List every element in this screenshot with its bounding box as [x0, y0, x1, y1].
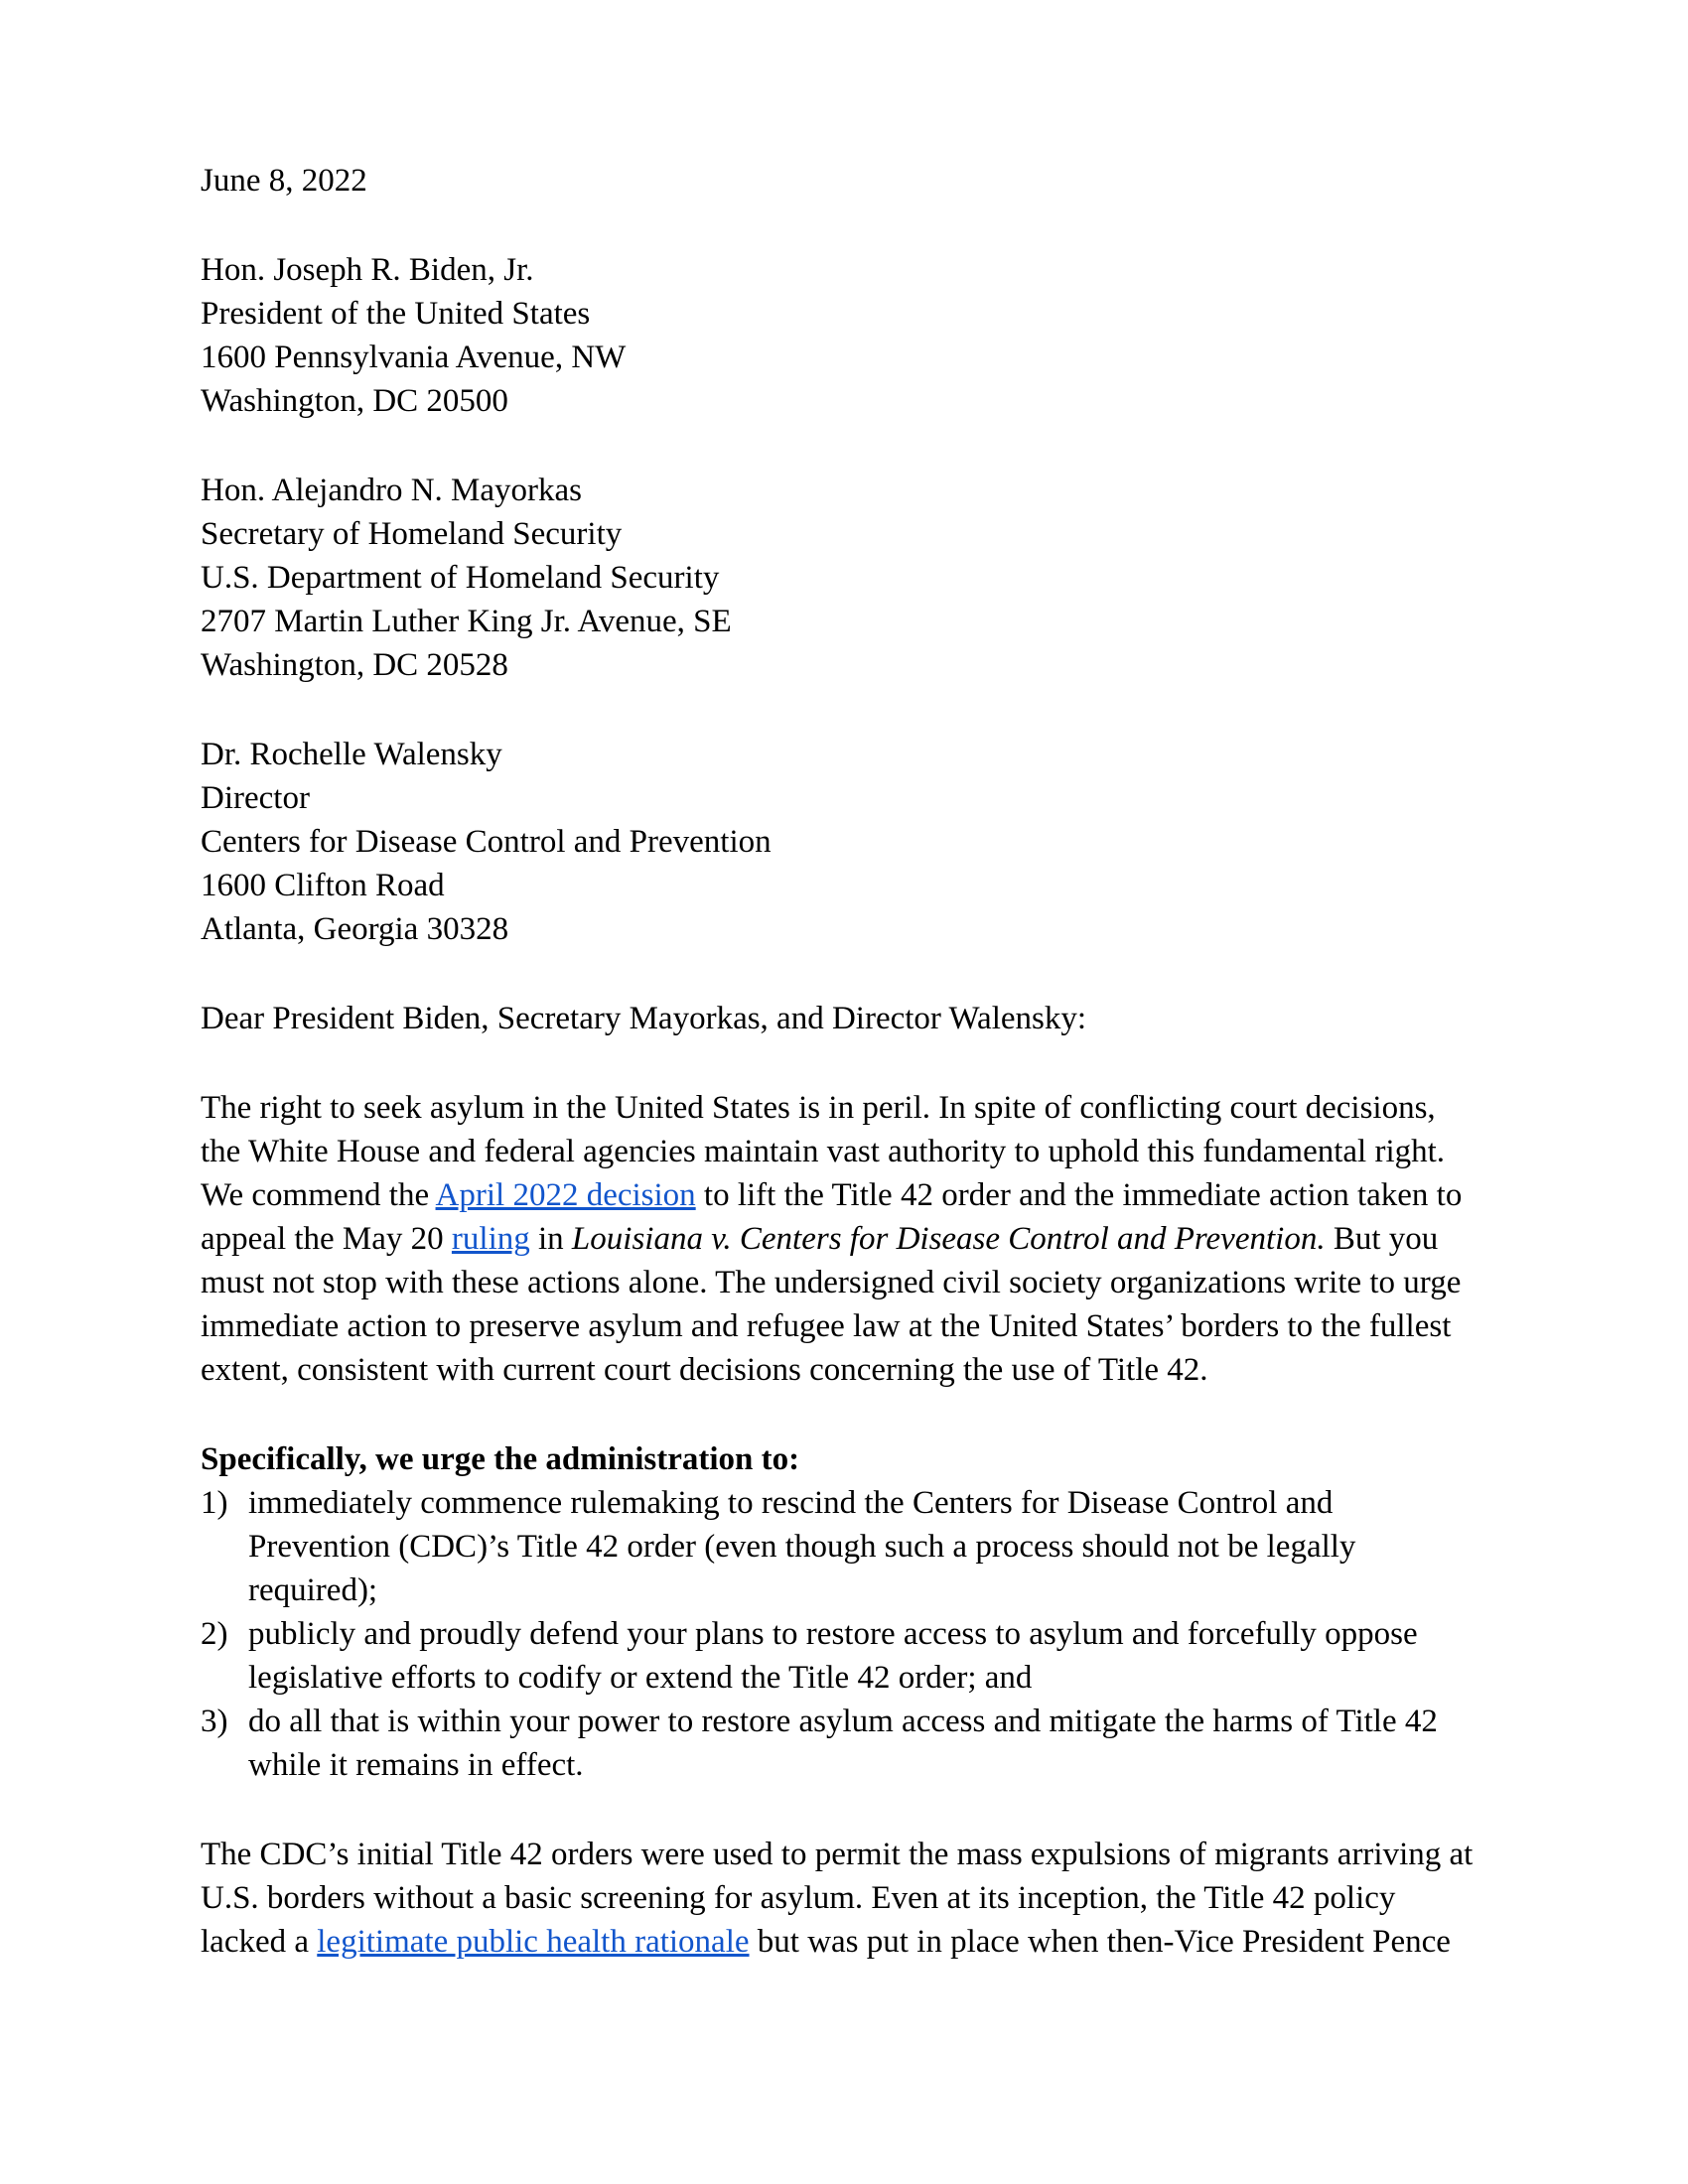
- list-item-text: [248, 1700, 1489, 1787]
- address-line: Director: [201, 780, 310, 816]
- demands-section: [201, 1437, 1489, 1787]
- section-heading: Specifically, we urge the administration to:: [201, 1441, 800, 1477]
- recipient-block-mayorkas: [201, 469, 1489, 687]
- paragraph-text: lacked a: [201, 1924, 318, 1960]
- link-legitimate-public-health-rationale[interactable]: legitimate public health rationale: [317, 1924, 750, 1960]
- link-may-20-ruling[interactable]: ruling: [451, 1221, 530, 1257]
- list-line: legislative efforts to codify or extend the Title 42 order; and: [248, 1660, 1033, 1696]
- list-item-3: [201, 1700, 1489, 1787]
- address-line: Washington, DC 20528: [201, 647, 508, 683]
- list-number: 3): [201, 1704, 228, 1739]
- address-line: Secretary of Homeland Security: [201, 516, 623, 552]
- paragraph-text: to lift the Title 42 order and the immediate action taken to: [695, 1177, 1463, 1213]
- paragraph-text: appeal the May 20: [201, 1221, 452, 1257]
- paragraph-asylum-peril: [201, 1086, 1489, 1392]
- date-block: [201, 159, 1489, 203]
- paragraph-line: extent, consistent with current court decisions concerning the use of Title 42.: [201, 1352, 1208, 1388]
- paragraph-line: [201, 1920, 1489, 1964]
- paragraph-text: in: [529, 1221, 572, 1257]
- address-line: 1600 Pennsylvania Avenue, NW: [201, 340, 627, 375]
- list-line: do all that is within your power to restore asylum access and mitigate the harms of Title 42: [248, 1704, 1438, 1739]
- list-line: publicly and proudly defend your plans to restore access to asylum and forcefully oppose: [248, 1616, 1418, 1652]
- list-item-1: [201, 1481, 1489, 1612]
- address-line: Hon. Joseph R. Biden, Jr.: [201, 252, 534, 288]
- list-item-2: [201, 1612, 1489, 1700]
- paragraph-line: The CDC’s initial Title 42 orders were used to permit the mass expulsions of migrants arriving at: [201, 1837, 1474, 1872]
- paragraph-text: We commend the: [201, 1177, 436, 1213]
- address-line: Washington, DC 20500: [201, 383, 508, 419]
- paragraph-line: U.S. borders without a basic screening for asylum. Even at its inception, the Title 42 policy: [201, 1880, 1396, 1916]
- list-item-text: [248, 1481, 1489, 1612]
- salutation-block: [201, 997, 1489, 1040]
- recipient-block-walensky: [201, 733, 1489, 951]
- address-line: Centers for Disease Control and Prevention: [201, 824, 772, 860]
- link-april-2022-decision[interactable]: April 2022 decision: [435, 1177, 696, 1213]
- address-line: U.S. Department of Homeland Security: [201, 560, 720, 596]
- paragraph-line: the White House and federal agencies maintain vast authority to uphold this fundamental right.: [201, 1134, 1446, 1169]
- paragraph-cdc-orders: [201, 1833, 1489, 1964]
- address-line: Hon. Alejandro N. Mayorkas: [201, 473, 583, 508]
- paragraph-line: [201, 1217, 1489, 1261]
- paragraph-text: But you: [1325, 1221, 1439, 1257]
- paragraph-text: but was put in place when then-Vice President Pence: [749, 1924, 1451, 1960]
- salutation: Dear President Biden, Secretary Mayorkas, and Director Walensky:: [201, 1001, 1087, 1036]
- list-line: Prevention (CDC)’s Title 42 order (even though such a process should not be legally: [248, 1529, 1356, 1565]
- address-line: President of the United States: [201, 296, 591, 332]
- paragraph-line: The right to seek asylum in the United States is in peril. In spite of conflicting court decisions,: [201, 1090, 1436, 1126]
- case-name-italic: Louisiana v. Centers for Disease Control and Prevention.: [571, 1221, 1326, 1257]
- list-line: immediately commence rulemaking to rescind the Centers for Disease Control and: [248, 1485, 1334, 1521]
- list-line: while it remains in effect.: [248, 1747, 584, 1783]
- address-line: 2707 Martin Luther King Jr. Avenue, SE: [201, 604, 732, 639]
- address-line: Dr. Rochelle Walensky: [201, 737, 502, 772]
- paragraph-line: must not stop with these actions alone. The undersigned civil society organizations write to urge: [201, 1265, 1462, 1300]
- recipient-block-biden: [201, 248, 1489, 423]
- list-number: 1): [201, 1485, 228, 1521]
- paragraph-line: immediate action to preserve asylum and refugee law at the United States’ borders to the fullest: [201, 1308, 1452, 1344]
- paragraph-line: [201, 1173, 1489, 1217]
- list-line: required);: [248, 1572, 378, 1608]
- address-line: Atlanta, Georgia 30328: [201, 911, 509, 947]
- address-line: 1600 Clifton Road: [201, 868, 445, 903]
- list-number: 2): [201, 1616, 228, 1652]
- list-item-text: [248, 1612, 1489, 1700]
- letter-date: June 8, 2022: [201, 163, 367, 199]
